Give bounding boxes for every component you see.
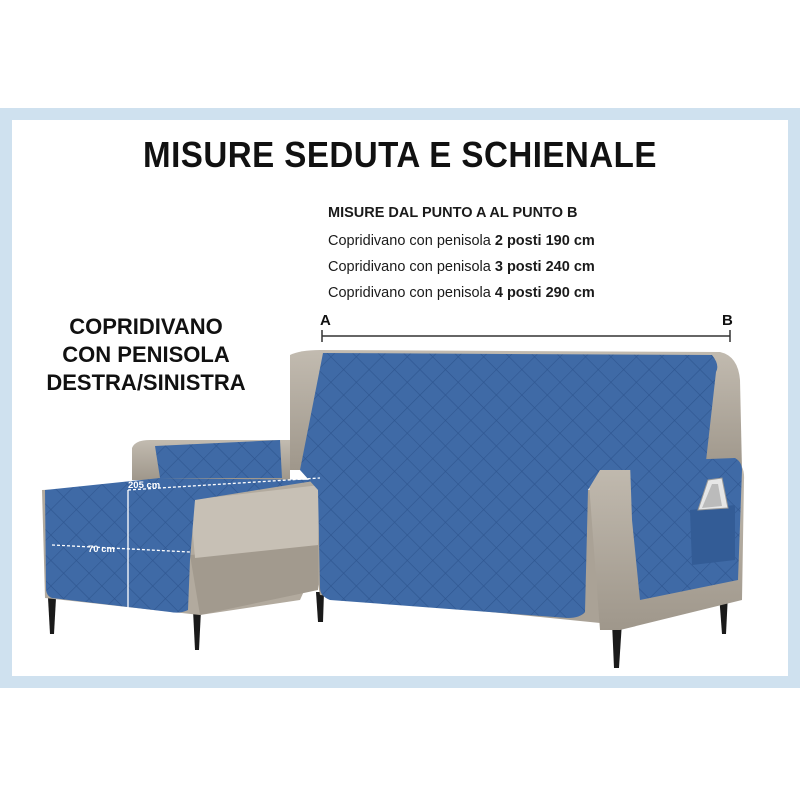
- dimension-width-label: 70 cm: [88, 544, 115, 555]
- measure-row-size: 2 posti 190 cm: [494, 233, 595, 249]
- measure-line-a-b: [322, 330, 730, 342]
- page-title: MISURE SEDUTA E SCHIENALE: [143, 134, 657, 175]
- measure-row-text: Copridivano con penisola: [328, 233, 495, 249]
- measures-heading: MISURE DAL PUNTO A AL PUNTO B: [328, 205, 578, 221]
- measure-row-text: Copridivano con penisola: [328, 259, 495, 275]
- cover-chaise-back: [155, 440, 282, 478]
- point-a-label: A: [320, 312, 331, 329]
- cover-backrest: [300, 353, 717, 470]
- product-label-line: COPRIDIVANO: [69, 314, 223, 339]
- product-label-line: DESTRA/SINISTRA: [46, 370, 246, 395]
- measure-row-text: Copridivano con penisola: [328, 285, 495, 301]
- point-b-label: B: [722, 312, 733, 329]
- measure-row-size: 3 posti 240 cm: [494, 259, 595, 275]
- product-label-line: CON PENISOLA: [62, 342, 230, 367]
- measure-row-size: 4 posti 290 cm: [494, 285, 595, 301]
- dimension-length-label: 205 cm: [128, 480, 161, 491]
